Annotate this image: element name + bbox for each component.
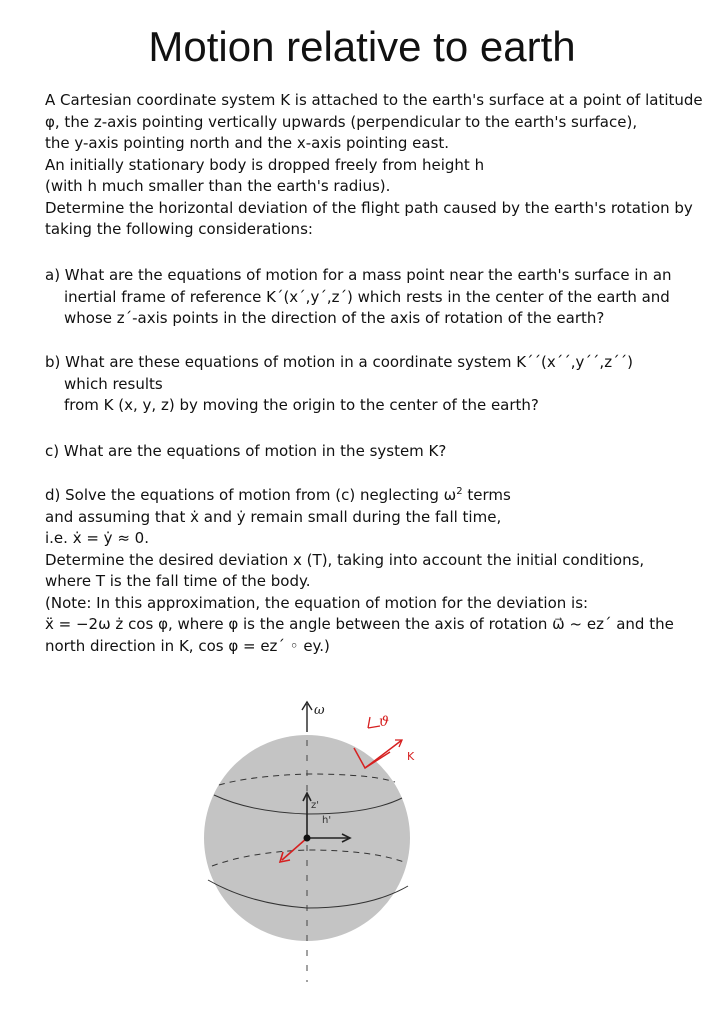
theta-label: ϑ	[379, 714, 390, 730]
intro-line: A Cartesian coordinate system K is attached to the earth's surface at a point of latitude	[45, 91, 703, 109]
question-b-line: b) What are these equations of motion in a coordinate system K´´(x´´,y´´,z´´)	[45, 353, 633, 371]
question-d-line: i.e. ẋ = ẏ ≈ 0.	[45, 529, 149, 547]
z-prime-label: z'	[311, 800, 319, 811]
k-label: K	[407, 750, 415, 763]
h-prime-label: h'	[322, 815, 332, 826]
question-a-line: a) What are the equations of motion for a mass point near the earth's surface in an	[45, 266, 672, 284]
earth-sketch	[190, 690, 450, 990]
question-c-line: c) What are the equations of motion in the system K?	[45, 442, 447, 460]
intro-line: (with h much smaller than the earth's radius).	[45, 177, 391, 195]
question-b-line: from K (x, y, z) by moving the origin to the center of the earth?	[64, 396, 539, 414]
question-d-line	[45, 485, 710, 507]
question-d-line: where T is the fall time of the body.	[45, 572, 311, 590]
center-point	[304, 835, 311, 842]
question-a-line: whose z´-axis points in the direction of the axis of rotation of the earth?	[64, 309, 605, 327]
question-d-line: (Note: In this approximation, the equation of motion for the deviation is:	[45, 593, 589, 612]
question-d-text: terms	[462, 486, 511, 504]
question-c	[45, 441, 710, 463]
question-a-line: inertial frame of reference K´(x´,y´,z´) which rests in the center of the earth and	[64, 287, 670, 306]
intro-line: Determine the horizontal deviation of the flight path caused by the earth's rotation by	[45, 198, 693, 217]
question-b-line: which results	[64, 374, 163, 393]
intro-line: taking the following considerations:	[45, 220, 313, 238]
intro-paragraph	[45, 90, 710, 241]
question-d	[45, 485, 710, 657]
exponent: 2	[456, 486, 463, 497]
intro-line: the y-axis pointing north and the x-axis pointing east.	[45, 134, 450, 152]
question-d-line: north direction in K, cos φ = ez´ ◦ ey.)	[45, 636, 330, 655]
question-d-line: ẍ = −2ω ż cos φ, where φ is the angle between the axis of rotation ω⃗ ~ ez´ and the	[45, 615, 674, 633]
intro-line: φ, the z-axis pointing vertically upwards (perpendicular to the earth's surface),	[45, 112, 638, 131]
question-d-line: Determine the desired deviation x (T), taking into account the initial conditions,	[45, 550, 645, 569]
intro-line: An initially stationary body is dropped freely from height h	[45, 155, 485, 174]
question-b	[45, 352, 710, 417]
page-title: Motion relative to earth	[148, 23, 576, 70]
omega-label: ω	[314, 703, 325, 718]
question-d-line: and assuming that ẋ and ẏ remain small during the fall time,	[45, 507, 502, 526]
question-d-text: d) Solve the equations of motion from (c) neglecting ω	[45, 486, 457, 504]
question-a	[45, 265, 710, 330]
